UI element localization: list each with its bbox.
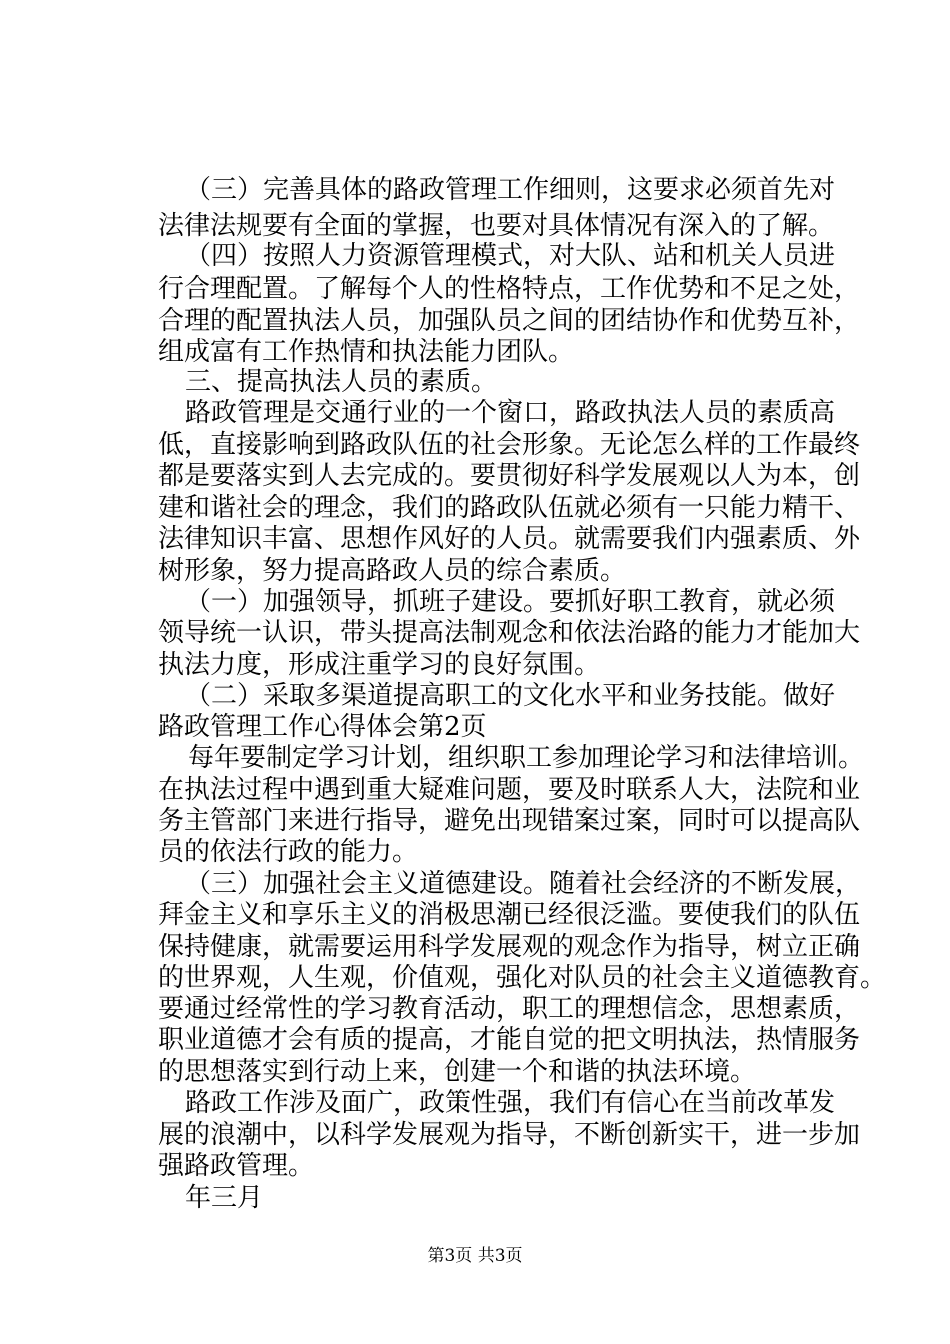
text-line: 在执法过程中遇到重大疑难问题，要及时联系人大，法院和业 bbox=[158, 775, 861, 805]
text-line: 每年要制定学习计划，组织职工参加理论学习和法律培训。 bbox=[188, 743, 865, 773]
text-line: 的思想落实到行动上来，创建一个和谐的执法环境。 bbox=[158, 1057, 757, 1087]
text-line: 职业道德才会有质的提高，才能自觉的把文明执法，热情服务 bbox=[158, 1025, 861, 1055]
text-line: （二）采取多渠道提高职工的文化水平和业务技能。做好 bbox=[185, 681, 836, 711]
date-line: 年三月 bbox=[185, 1183, 264, 1213]
text-line: 执法力度，形成注重学习的良好氛围。 bbox=[158, 650, 601, 680]
text-line: 建和谐社会的理念，我们的路政队伍就必须有一只能力精干、 bbox=[158, 493, 861, 523]
text-line: 拜金主义和享乐主义的消极思潮已经很泛滥。要使我们的队伍 bbox=[158, 900, 861, 930]
text-line: （四）按照人力资源管理模式，对大队、站和机关人员进 bbox=[185, 241, 836, 271]
text-line: 务主管部门来进行指导，避免出现错案过案，同时可以提高队 bbox=[158, 806, 861, 836]
text-line: 法律知识丰富、思想作风好的人员。就需要我们内强素质、外 bbox=[158, 524, 861, 554]
text-line: （三）完善具体的路政管理工作细则，这要求必须首先对 bbox=[185, 175, 836, 205]
text-line: 展的浪潮中，以科学发展观为指导，不断创新实干，进一步加 bbox=[158, 1120, 861, 1150]
text-line: 的世界观，人生观，价值观，强化对队员的社会主义道德教育。 bbox=[158, 963, 887, 993]
section-heading: 三、提高执法人员的素质。 bbox=[185, 367, 498, 397]
text-line: 领导统一认识，带头提高法制观念和依法治路的能力才能加大 bbox=[158, 618, 861, 648]
text-line: 路政管理是交通行业的一个窗口，路政执法人员的素质高 bbox=[185, 398, 836, 428]
text-line: 树形象，努力提高路政人员的综合素质。 bbox=[158, 556, 627, 586]
text-line: 合理的配置执法人员，加强队员之间的团结协作和优势互补， bbox=[158, 306, 861, 336]
page-footer: 第3页 共3页 bbox=[427, 1246, 523, 1266]
page-reference-line: 路政管理工作心得体会第2页 bbox=[158, 712, 487, 742]
text-line: 法律法规要有全面的掌握，也要对具体情况有深入的了解。 bbox=[158, 211, 835, 241]
text-line: 行合理配置。了解每个人的性格特点，工作优势和不足之处， bbox=[158, 274, 861, 304]
text-line: 组成富有工作热情和执法能力团队。 bbox=[158, 337, 575, 367]
text-line: 员的依法行政的能力。 bbox=[158, 837, 419, 867]
text-line: 都是要落实到人去完成的。要贯彻好科学发展观以人为本，创 bbox=[158, 461, 861, 491]
text-line: 要通过经常性的学习教育活动，职工的理想信念，思想素质， bbox=[158, 994, 861, 1024]
text-line: （一）加强领导，抓班子建设。要抓好职工教育，就必须 bbox=[185, 587, 836, 617]
text-line: 强路政管理。 bbox=[158, 1151, 315, 1181]
text-line: （三）加强社会主义道德建设。随着社会经济的不断发展， bbox=[185, 869, 862, 899]
text-line: 保持健康，就需要运用科学发展观的观念作为指导，树立正确 bbox=[158, 932, 861, 962]
text-line: 路政工作涉及面广，政策性强，我们有信心在当前改革发 bbox=[185, 1088, 836, 1118]
text-line: 低，直接影响到路政队伍的社会形象。无论怎么样的工作最终 bbox=[158, 430, 861, 460]
